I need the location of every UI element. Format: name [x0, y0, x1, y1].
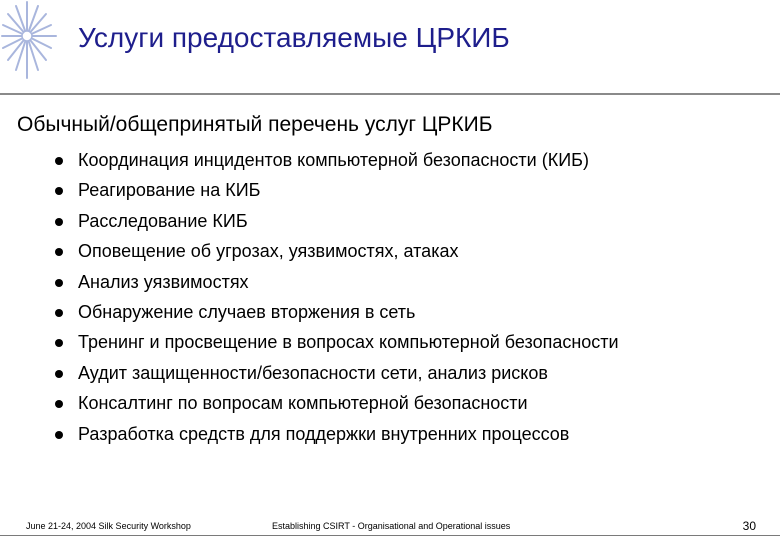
list-item-text: Анализ уязвимостях [78, 271, 249, 292]
page-number: 30 [742, 519, 756, 533]
list-item [52, 419, 619, 449]
list-item-text: Разработка средств для поддержки внутренних процессов [78, 423, 570, 444]
list-item [52, 145, 619, 175]
bullet-dot-icon [55, 218, 63, 226]
list-item [52, 358, 619, 388]
list-item [52, 175, 619, 205]
slide-title: Услуги предоставляемые ЦРКИБ [78, 22, 510, 53]
list-item [52, 297, 619, 327]
bullet-dot-icon [55, 157, 63, 165]
bullet-dot-icon [55, 309, 63, 317]
footer-topic: Establishing CSIRT - Organisational and Operational issues [272, 521, 511, 531]
list-item-text: Оповещение об угрозах, уязвимостях, атаках [78, 241, 459, 262]
list-item-text: Координация инцидентов компьютерной безопасности (КИБ) [78, 150, 589, 170]
list-item-text: Реагирование на КИБ [78, 180, 261, 201]
bullet-dot-icon [55, 279, 63, 287]
bullet-dot-icon [55, 339, 63, 347]
list-item [52, 236, 619, 266]
list-item-text: Обнаружение случаев вторжения в сеть [78, 301, 416, 322]
list-item-text: Расследование КИБ [78, 210, 248, 231]
list-item [52, 267, 619, 297]
bullet-dot-icon [55, 400, 63, 408]
bullet-dot-icon [55, 248, 63, 256]
bullet-dot-icon [55, 370, 63, 378]
title-divider [0, 93, 780, 95]
list-item-text: Тренинг и просвещение в вопросах компьютерной безопасности [78, 332, 619, 353]
bullet-dot-icon [55, 187, 63, 195]
footer-divider [0, 535, 780, 536]
list-item-text: Консалтинг по вопросам компьютерной безопасности [78, 393, 528, 414]
list-heading: Обычный/общепринятый перечень услуг ЦРКИБ [17, 113, 493, 136]
bullet-dot-icon [55, 431, 63, 439]
list-item-text: Аудит защищенности/безопасности сети, анализ рисков [78, 362, 548, 383]
list-item [52, 206, 619, 236]
footer-event: June 21-24, 2004 Silk Security Workshop [26, 521, 191, 531]
service-list [52, 145, 619, 449]
list-item [52, 388, 619, 418]
list-item [52, 327, 619, 357]
starburst-icon [0, 0, 58, 80]
